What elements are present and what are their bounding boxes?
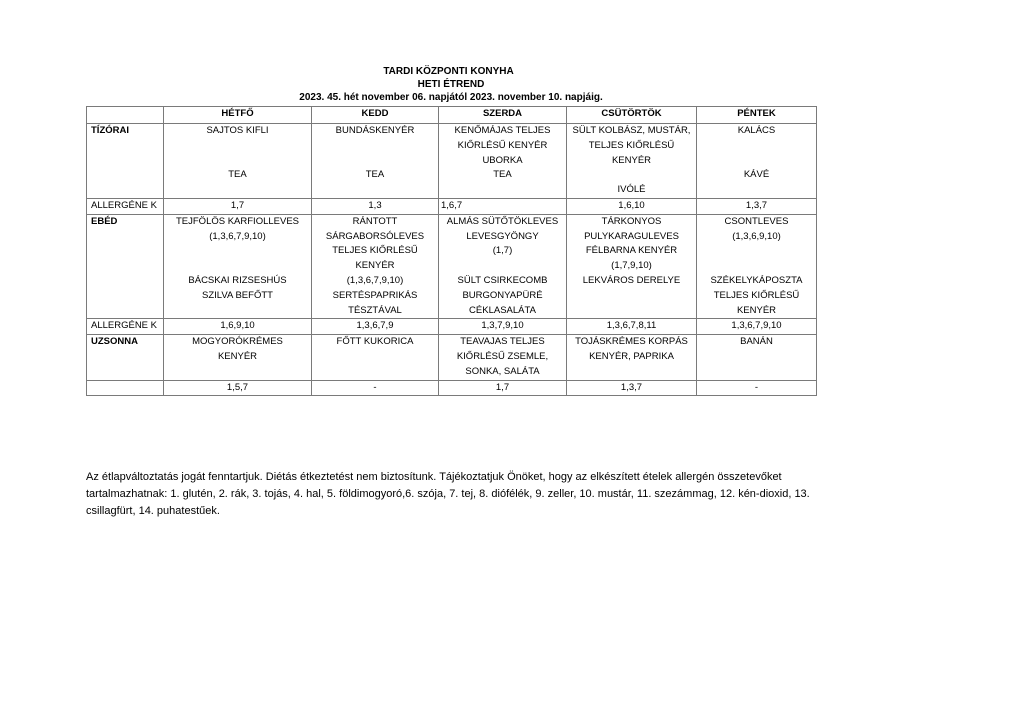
- meal-line: RÁNTOTT: [352, 215, 398, 227]
- meal-line: [699, 139, 814, 154]
- table-row-ebed: [87, 214, 817, 319]
- meal-line: UBORKA: [482, 154, 523, 166]
- meal-line: [699, 259, 814, 274]
- meal-line: TEA: [365, 169, 385, 181]
- meal-line: IVÓLÉ: [617, 184, 646, 196]
- meal-line: CSONTLEVES: [724, 215, 789, 227]
- meal-line: [314, 350, 436, 365]
- meal-line: (1,3,6,9,10): [732, 230, 781, 242]
- meal-line: [569, 365, 694, 380]
- meal-cell: [439, 124, 567, 199]
- allergen-cell: -: [697, 380, 817, 396]
- table-header-row: [87, 107, 817, 124]
- row-label: EBÉD: [87, 214, 164, 319]
- meal-line: TEA: [493, 169, 512, 181]
- allergen-cell: 1,3,6,7,9,10: [697, 319, 817, 335]
- meal-line: LEKVÁROS DERELYE: [582, 274, 681, 286]
- allergen-cell: 1,3,6,7,8,11: [567, 319, 697, 335]
- meal-line: [699, 365, 814, 380]
- meal-cell: [567, 214, 697, 319]
- meal-line: [314, 139, 436, 154]
- meal-line: TELJES KIŐRLÉSŰ: [713, 289, 800, 301]
- meal-line: SONKA, SALÁTA: [465, 365, 540, 377]
- meal-line: SÁRGABORSÓLEVES: [325, 230, 425, 242]
- meal-line: [699, 244, 814, 259]
- allergen-cell: 1,6,7: [439, 198, 567, 214]
- weekly-menu-table: [86, 106, 817, 396]
- day-header: HÉTFŐ: [164, 107, 312, 124]
- meal-line: SERTÉSPAPRIKÁS: [332, 289, 418, 301]
- meal-line: KÁVÉ: [743, 169, 770, 181]
- meal-cell: [567, 335, 697, 380]
- meal-line: TELJES KIŐRLÉSŰ KENYÉR: [588, 139, 675, 166]
- meal-line: (1,7): [492, 245, 513, 257]
- allergen-cell: 1,3,7: [567, 380, 697, 396]
- row-label: [87, 380, 164, 396]
- meal-cell: [312, 214, 439, 319]
- meal-cell: [312, 335, 439, 380]
- menu-title: HETI ÉTREND: [417, 79, 485, 90]
- meal-line: [569, 168, 694, 183]
- day-header: CSÜTÖRTÖK: [567, 107, 697, 124]
- meal-cell: [439, 335, 567, 380]
- table-row-ebed-allergen: [87, 319, 817, 335]
- meal-line: [314, 365, 436, 380]
- meal-line: KENYÉR, PAPRIKA: [589, 350, 674, 362]
- menu-period: 2023. 45. hét november 06. napjától 2023. november 10. napjáig.: [299, 92, 603, 103]
- meal-line: TÁRKONYOS: [601, 215, 662, 227]
- meal-line: BÁCSKAI RIZSESHÚS: [188, 274, 287, 286]
- meal-cell: [567, 124, 697, 199]
- meal-line: KALÁCS: [737, 125, 776, 136]
- meal-line: BUNDÁSKENYÉR: [335, 125, 415, 136]
- allergen-cell: 1,3,7: [697, 198, 817, 214]
- meal-line: KENYÉR: [736, 304, 777, 316]
- row-label: UZSONNA: [87, 335, 164, 380]
- allergen-cell: 1,3,6,7,9: [312, 319, 439, 335]
- meal-line: TELJES KIŐRLÉSŰ: [332, 245, 418, 257]
- meal-line: [166, 139, 309, 154]
- allergen-cell: 1,6,9,10: [164, 319, 312, 335]
- table-row-uzsonna: [87, 335, 817, 380]
- meal-line: SZÉKELYKÁPOSZTA: [710, 274, 803, 286]
- meal-cell: [312, 124, 439, 199]
- meal-line: LEVESGYÖNGY: [466, 230, 539, 242]
- meal-line: [166, 259, 309, 274]
- kitchen-name: TARDI KÖZPONTI KONYHA: [383, 66, 514, 77]
- meal-line: KENYÉR: [355, 260, 395, 272]
- meal-cell: [164, 124, 312, 199]
- meal-cell: [697, 124, 817, 199]
- meal-line: TEJFÖLÖS KARFIOLLEVES: [175, 215, 299, 227]
- meal-line: KIŐRLÉSŰ ZSEMLE,: [456, 350, 549, 362]
- meal-line: BURGONYAPÜRÉ: [462, 289, 543, 301]
- meal-line: SÜLT KOLBÁSZ, MUSTÁR,: [572, 125, 691, 136]
- allergen-cell: 1,5,7: [164, 380, 312, 396]
- meal-line: SZILVA BEFŐTT: [202, 289, 273, 301]
- day-header: KEDD: [312, 107, 439, 124]
- table-row-tizorai-allergen: [87, 198, 817, 214]
- row-label: ALLERGÉNE K: [87, 198, 164, 214]
- meal-cell: [697, 335, 817, 380]
- meal-line: PULYKARAGULEVES: [584, 230, 679, 242]
- meal-cell: [697, 214, 817, 319]
- meal-line: [699, 350, 814, 365]
- meal-line: (1,3,6,7,9,10): [209, 230, 266, 242]
- meal-line: TEA: [228, 169, 247, 181]
- meal-cell: [164, 214, 312, 319]
- meal-line: ALMÁS SÜTŐTÖKLEVES: [446, 215, 559, 227]
- meal-line: SÜLT CSIRKECOMB: [457, 274, 548, 286]
- meal-cell: [439, 214, 567, 319]
- meal-line: TOJÁSKRÉMES KORPÁS: [575, 336, 688, 348]
- row-label: ALLERGÉNE K: [87, 319, 164, 335]
- meal-line: BANÁN: [740, 336, 773, 348]
- meal-line: [314, 154, 436, 169]
- allergen-cell: 1,3: [312, 198, 439, 214]
- allergen-cell: 1,7: [164, 198, 312, 214]
- allergen-cell: 1,7: [439, 380, 567, 396]
- allergen-cell: 1,6,10: [567, 198, 697, 214]
- meal-line: KIŐRLÉSŰ KENYÉR: [457, 139, 548, 151]
- meal-line: TEAVAJAS TELJES: [460, 336, 545, 348]
- meal-line: KENŐMÁJAS TELJES: [454, 125, 551, 136]
- allergen-cell: -: [312, 380, 439, 396]
- meal-line: [166, 244, 309, 259]
- meal-line: [569, 289, 694, 304]
- meal-line: SAJTOS KIFLI: [206, 125, 269, 136]
- meal-line: [166, 365, 309, 380]
- corner-cell: [87, 107, 164, 124]
- day-header: PÉNTEK: [697, 107, 817, 124]
- table-row-tizorai: [87, 124, 817, 199]
- meal-line: (1,7,9,10): [611, 260, 652, 272]
- day-header: SZERDA: [439, 107, 567, 124]
- meal-line: [699, 154, 814, 169]
- table-row-uzsonna-allergen: [87, 380, 817, 396]
- meal-line: FÉLBARNA KENYÉR: [585, 245, 678, 257]
- meal-line: [569, 304, 694, 319]
- meal-line: FŐTT KUKORICA: [336, 336, 414, 348]
- meal-line: TÉSZTÁVAL: [348, 304, 402, 316]
- meal-line: CÉKLASALÁTA: [469, 304, 536, 316]
- meal-cell: [164, 335, 312, 380]
- meal-line: [166, 154, 309, 169]
- allergen-cell: 1,3,7,9,10: [439, 319, 567, 335]
- meal-line: (1,3,6,7,9,10): [346, 274, 404, 286]
- meal-line: [166, 304, 309, 319]
- meal-line: MOGYORÓKRÉMES: [192, 336, 283, 348]
- meal-line: KENYÉR: [217, 350, 258, 362]
- meal-line: [441, 259, 564, 274]
- row-label: TÍZÓRAI: [87, 124, 164, 199]
- allergen-note: Az étlapváltoztatás jogát fenntartjuk. Diétás étkeztetést nem biztosítunk. Tájékoztatjuk Önöket, hogy az elkészített ételek allergén összetevőket tartalmazhatnak: 1. glutén, 2. rák, 3. tojás, 4. hal, 5. földimogyoró,6. szója, 7. tej, 8. diófélék, 9. zeller, 10. mustár, 11. szezámmag, 12. kén-dioxid, 13. csillagfürt, 14. puhatestűek.: [86, 471, 810, 517]
